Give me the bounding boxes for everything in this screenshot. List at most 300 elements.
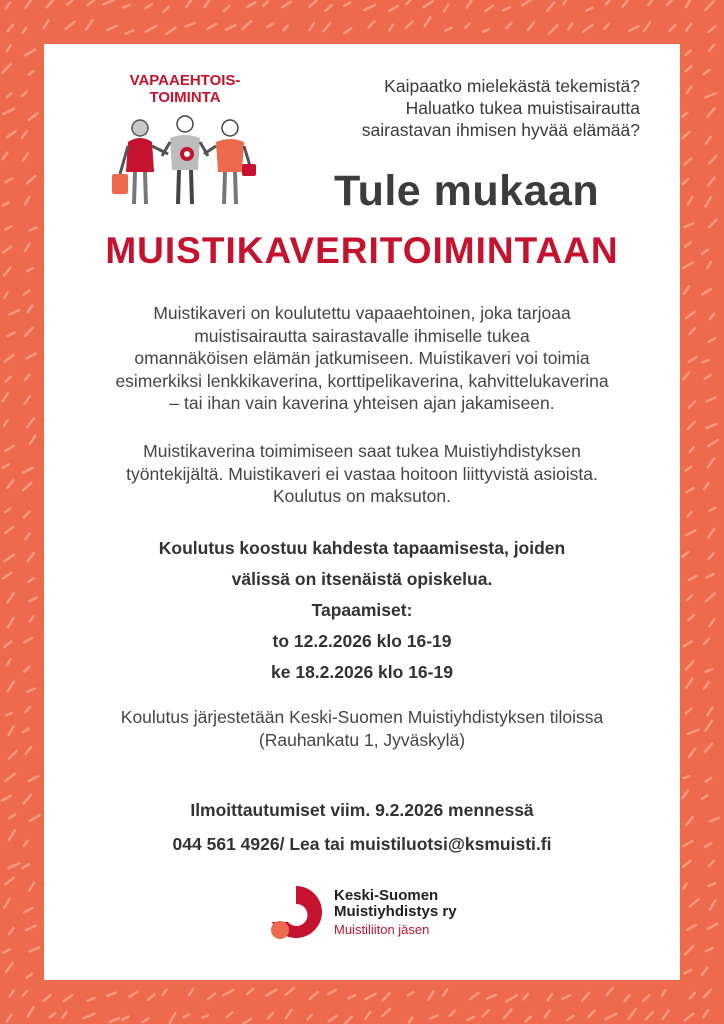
pattern-stroke [9, 751, 17, 759]
pattern-stroke [27, 974, 32, 978]
pattern-stroke [22, 92, 26, 96]
pattern-stroke [406, 22, 413, 28]
pattern-stroke [67, 0, 73, 5]
pattern-stroke [25, 327, 33, 336]
pattern-stroke [706, 2, 714, 10]
pattern-stroke [25, 197, 29, 205]
pattern-stroke [107, 26, 116, 30]
pattern-stroke [23, 483, 31, 491]
pattern-stroke [503, 7, 510, 10]
pattern-stroke [389, 25, 393, 31]
pattern-stroke [684, 641, 692, 646]
pattern-stroke [428, 991, 433, 999]
pattern-stroke [208, 993, 215, 999]
pattern-stroke [709, 26, 716, 32]
pattern-stroke [8, 682, 14, 692]
pattern-stroke [549, 25, 557, 33]
pattern-stroke [122, 1017, 128, 1020]
pattern-stroke [606, 1014, 617, 1019]
pattern-stroke [86, 20, 93, 29]
pattern-stroke [23, 864, 29, 868]
pattern-stroke [406, 0, 412, 4]
pattern-stroke [705, 375, 711, 379]
pattern-stroke [483, 1010, 489, 1016]
pattern-stroke [7, 45, 11, 51]
pattern-stroke [686, 817, 692, 824]
pattern-stroke [467, 0, 474, 8]
pattern-stroke [409, 1017, 412, 1022]
pattern-stroke [364, 5, 375, 10]
pattern-stroke [163, 7, 168, 12]
pattern-stroke [687, 925, 696, 930]
pattern-stroke [690, 328, 695, 334]
pattern-stroke [286, 988, 294, 995]
pattern-stroke [30, 815, 40, 821]
pattern-stroke [686, 661, 694, 670]
pattern-stroke [23, 154, 28, 161]
pattern-stroke [709, 220, 717, 228]
pattern-stroke [5, 446, 14, 451]
pattern-stroke [707, 707, 712, 715]
pattern-stroke [568, 23, 572, 29]
pattern-stroke [5, 509, 10, 513]
pattern-stroke [389, 6, 398, 11]
pattern-stroke [3, 465, 9, 468]
pattern-stroke [87, 0, 94, 5]
pattern-stroke [430, 1015, 438, 1018]
intro-question: Haluatko tukea muistisairautta [405, 98, 640, 118]
pattern-stroke [22, 131, 27, 138]
pattern-stroke [545, 1010, 550, 1017]
pattern-stroke [704, 70, 710, 74]
pattern-stroke [646, 1012, 653, 1019]
pattern-stroke [687, 86, 691, 93]
pattern-stroke [308, 1015, 312, 1020]
pattern-stroke [6, 2, 10, 8]
pattern-stroke [29, 883, 34, 890]
volunteers-illustration [110, 114, 260, 206]
pattern-stroke [687, 595, 692, 600]
pattern-stroke [123, 5, 130, 8]
pattern-stroke [7, 132, 16, 138]
pattern-stroke [84, 1014, 95, 1019]
pattern-stroke [709, 338, 715, 342]
main-title: MUISTIKAVERITOIMINTAAN [105, 230, 619, 271]
volunteer-badge-title: VAPAAEHTOIS- TOIMINTA [129, 72, 241, 106]
pattern-stroke [143, 1018, 149, 1022]
pattern-stroke [528, 22, 534, 30]
training-info: Koulutus koostuu kahdesta tapaamisesta, joiden välissä on itsenäistä opiskelua. Tapaamiset: to 12.2.2026 klo 16-19 ke 18.2.2026 klo 16-19 [158, 538, 566, 682]
pattern-stroke [242, 21, 251, 29]
pattern-stroke [328, 990, 335, 994]
pattern-stroke [424, 2, 433, 8]
pattern-stroke [24, 841, 27, 846]
pattern-stroke [685, 946, 693, 954]
pattern-stroke [504, 1009, 511, 1018]
pattern-stroke [4, 420, 8, 426]
pattern-stroke [686, 0, 691, 7]
pattern-stroke [126, 30, 134, 34]
pattern-stroke [326, 5, 332, 11]
pattern-stroke [686, 66, 692, 71]
intro-questions [310, 75, 640, 141]
pattern-stroke [702, 250, 708, 254]
pattern-stroke [683, 262, 693, 268]
pattern-stroke [3, 247, 11, 253]
pattern-stroke [648, 0, 652, 5]
pattern-stroke [583, 25, 592, 32]
pattern-stroke [64, 995, 73, 1001]
pattern-stroke [30, 616, 33, 621]
pattern-stroke [26, 747, 31, 754]
pattern-stroke [6, 774, 15, 781]
pattern-stroke [25, 244, 30, 251]
pattern-stroke [446, 28, 452, 31]
pattern-stroke [686, 467, 692, 471]
pattern-stroke [444, 5, 448, 12]
pattern-stroke [170, 1013, 176, 1023]
pattern-stroke [9, 727, 14, 735]
pattern-stroke [525, 1017, 530, 1022]
pattern-stroke [3, 153, 8, 159]
pattern-stroke [684, 776, 690, 778]
pattern-stroke [23, 991, 27, 996]
pattern-stroke [244, 1019, 251, 1024]
pattern-stroke [709, 45, 714, 51]
pattern-stroke [706, 197, 711, 206]
pattern-stroke [3, 109, 14, 114]
pattern-stroke [25, 707, 29, 712]
pattern-stroke [506, 23, 511, 28]
pattern-stroke [408, 992, 413, 995]
pattern-stroke [5, 527, 13, 533]
pattern-stroke [709, 883, 715, 886]
pattern-stroke [5, 355, 14, 362]
organization-subtitle: Muistiliiton jäsen [334, 922, 430, 937]
pattern-stroke [310, 1, 317, 7]
pattern-stroke [23, 28, 27, 33]
pattern-stroke [29, 776, 38, 781]
pattern-stroke [6, 713, 12, 715]
pattern-stroke [684, 286, 689, 293]
pattern-stroke [685, 1014, 694, 1021]
pattern-stroke [344, 2, 350, 5]
pattern-stroke [28, 306, 33, 312]
pattern-stroke [449, 1011, 455, 1016]
registration-info: Ilmoittautumiset viim. 9.2.2026 mennessä 044 561 4926/ Lea tai muistiluotsi@ksmuisti.fi [64, 793, 660, 861]
pattern-stroke [26, 926, 35, 930]
pattern-stroke [686, 312, 695, 318]
pattern-stroke [7, 1015, 12, 1022]
pattern-stroke [586, 8, 592, 11]
pattern-stroke [486, 6, 493, 11]
pattern-stroke [5, 878, 14, 885]
pattern-stroke [29, 948, 39, 952]
pattern-stroke [702, 967, 707, 974]
pattern-stroke [706, 137, 710, 144]
pattern-stroke [467, 1017, 474, 1020]
pattern-stroke [708, 458, 714, 467]
pattern-stroke [524, 994, 528, 999]
pattern-stroke [189, 989, 193, 995]
pattern-stroke [26, 353, 35, 358]
pattern-stroke [689, 357, 697, 362]
pattern-stroke [4, 899, 9, 908]
pattern-stroke [683, 179, 688, 184]
pattern-stroke [383, 993, 390, 1000]
pattern-stroke [663, 1011, 669, 1019]
pattern-stroke [227, 1012, 233, 1017]
pattern-stroke [683, 790, 688, 797]
pattern-stroke [223, 990, 233, 996]
pattern-stroke [682, 113, 687, 117]
pattern-stroke [606, 0, 612, 4]
intro-question: Kaipaatko mielekästä tekemistä? [384, 76, 640, 96]
pattern-stroke [329, 1016, 337, 1022]
pattern-stroke [10, 310, 19, 314]
pattern-stroke [629, 26, 638, 31]
pattern-stroke [30, 436, 35, 444]
pattern-stroke [3, 949, 10, 953]
pattern-stroke [707, 424, 716, 428]
pattern-stroke [4, 641, 11, 647]
pattern-stroke [7, 333, 14, 337]
pattern-stroke [365, 1012, 370, 1019]
pattern-stroke [207, 24, 216, 29]
pattern-stroke [6, 963, 13, 972]
pattern-stroke [522, 0, 531, 5]
pattern-stroke [25, 375, 29, 380]
pattern-stroke [686, 709, 692, 714]
pattern-stroke [130, 992, 138, 997]
pattern-stroke [27, 268, 33, 271]
pattern-stroke [148, 994, 155, 1000]
pattern-stroke [2, 796, 11, 801]
pattern-stroke [707, 574, 714, 577]
pattern-stroke [24, 795, 31, 804]
pattern-stroke [704, 483, 708, 489]
pattern-stroke [689, 748, 695, 757]
pattern-stroke [710, 314, 714, 319]
pattern-stroke [5, 226, 11, 229]
pattern-stroke [702, 360, 708, 362]
pattern-stroke [8, 593, 14, 602]
pattern-stroke [28, 578, 34, 582]
pattern-stroke [224, 6, 230, 11]
pattern-stroke [686, 24, 691, 31]
pattern-stroke [226, 25, 235, 29]
pattern-stroke [25, 534, 29, 540]
pattern-stroke [702, 795, 707, 798]
pattern-stroke [682, 132, 689, 138]
pattern-stroke [710, 508, 716, 511]
pattern-stroke [62, 1012, 66, 1018]
pattern-stroke [604, 24, 609, 29]
pattern-stroke [369, 21, 375, 27]
pattern-stroke [24, 512, 30, 518]
pattern-stroke [684, 223, 693, 227]
pattern-stroke [708, 924, 717, 929]
pattern-stroke [684, 970, 691, 973]
pattern-stroke [25, 50, 35, 56]
location-paragraph: Koulutus järjestetään Keski-Suomen Muistiyhdistyksen tiloissa (Rauhankatu 1, Jyväskylä) [120, 707, 604, 750]
pattern-stroke [27, 689, 34, 692]
pattern-stroke [2, 64, 10, 73]
pattern-stroke [686, 530, 695, 535]
pattern-stroke [607, 988, 613, 995]
volunteer-logo [110, 72, 260, 212]
pattern-stroke [690, 993, 695, 998]
pattern-stroke [670, 25, 676, 31]
description-paragraph: Muistikaveri on koulutettu vapaaehtoinen, joka tarjoaa muistisairautta sairastavalle ihmiselle tukea omannäköisen elämän jatkumiseen. Muistikaveri voi toimia esimerkiksi lenkkikaverina, korttipelikaverina, kahvittelukaverina – tai ihan vain kaverina yhteisen ajan jakamiseen. [115, 303, 609, 413]
pattern-stroke [483, 29, 489, 32]
pattern-stroke [704, 990, 711, 997]
pattern-stroke [27, 176, 35, 183]
pattern-stroke [310, 992, 318, 999]
pattern-stroke [563, 0, 566, 4]
pattern-stroke [267, 23, 273, 27]
pattern-stroke [24, 667, 29, 672]
pattern-stroke [23, 728, 29, 732]
pattern-stroke [687, 512, 691, 517]
pattern-stroke [3, 202, 9, 205]
pattern-stroke [707, 108, 715, 117]
pattern-stroke [683, 861, 690, 867]
pattern-stroke [710, 619, 714, 626]
pattern-stroke [166, 28, 175, 34]
pattern-stroke [643, 995, 649, 1001]
pattern-stroke [10, 991, 14, 997]
pattern-stroke [710, 818, 719, 822]
pattern-stroke [470, 993, 479, 999]
pattern-stroke [709, 156, 716, 163]
pattern-stroke [710, 900, 716, 910]
pattern-stroke [28, 1007, 34, 1017]
pattern-stroke [706, 948, 713, 951]
pattern-stroke [50, 1013, 56, 1017]
pattern-stroke [690, 447, 694, 452]
pattern-stroke [443, 990, 447, 996]
pattern-stroke [344, 28, 351, 33]
pattern-stroke [683, 884, 687, 889]
pattern-stroke [366, 994, 376, 1000]
headline: Tule mukaan [334, 167, 600, 215]
pattern-stroke [30, 228, 37, 231]
pattern-stroke [9, 814, 15, 818]
pattern-stroke [705, 744, 712, 753]
pattern-stroke [567, 1016, 573, 1020]
pattern-stroke [345, 1016, 352, 1023]
pattern-stroke [487, 995, 496, 999]
pattern-stroke [9, 928, 13, 934]
pattern-stroke [310, 23, 314, 30]
pattern-stroke [709, 553, 714, 558]
pattern-stroke [110, 1018, 119, 1022]
pattern-stroke [27, 419, 34, 427]
pattern-stroke [686, 678, 692, 687]
pattern-stroke [8, 863, 19, 868]
pattern-stroke [705, 93, 715, 97]
pattern-stroke [4, 555, 14, 562]
pattern-stroke [382, 1009, 390, 1016]
pattern-stroke [563, 995, 571, 999]
pattern-stroke [686, 488, 693, 492]
pattern-stroke [662, 990, 665, 995]
pattern-stroke [47, 0, 54, 7]
pattern-stroke [7, 93, 12, 97]
pattern-stroke [284, 26, 288, 31]
pattern-stroke [582, 993, 589, 1001]
pattern-stroke [7, 659, 11, 665]
pattern-stroke [247, 2, 256, 7]
pattern-stroke [465, 23, 469, 27]
pattern-stroke [163, 990, 167, 995]
pattern-stroke [6, 178, 13, 182]
pattern-stroke [24, 291, 29, 295]
pattern-stroke [704, 639, 709, 644]
poster-card [44, 44, 680, 980]
pattern-stroke [29, 113, 38, 120]
pattern-stroke [43, 20, 48, 28]
pattern-stroke [9, 830, 15, 840]
pattern-stroke [183, 1014, 189, 1017]
pattern-stroke [3, 573, 11, 579]
pattern-stroke [348, 995, 355, 998]
pattern-stroke [25, 396, 30, 404]
pattern-stroke [683, 373, 689, 380]
pattern-stroke [684, 158, 691, 164]
pattern-stroke [26, 0, 32, 8]
pattern-stroke [705, 721, 711, 731]
pattern-stroke [644, 22, 650, 30]
pattern-stroke [146, 26, 156, 31]
pattern-stroke [688, 730, 698, 734]
pattern-stroke [282, 2, 290, 7]
pattern-stroke [3, 393, 8, 401]
pattern-stroke [4, 293, 7, 298]
pattern-stroke [506, 995, 516, 1001]
pattern-stroke [588, 1011, 594, 1017]
pattern-stroke [704, 682, 709, 688]
contact-line: 044 561 4926/ Lea tai muistiluotsi@ksmuisti.fi [172, 834, 552, 854]
pattern-stroke [548, 994, 552, 1000]
pattern-stroke [682, 552, 688, 557]
pattern-stroke [7, 480, 13, 488]
pattern-stroke [29, 597, 37, 601]
pattern-stroke [705, 843, 712, 847]
pattern-stroke [688, 197, 693, 205]
pattern-stroke [625, 995, 630, 1001]
pattern-stroke [708, 529, 714, 538]
pattern-stroke [145, 4, 151, 8]
pattern-stroke [547, 2, 554, 11]
pattern-stroke [88, 998, 95, 1001]
pattern-stroke [263, 1, 268, 5]
pattern-stroke [24, 638, 32, 642]
pattern-stroke [689, 576, 697, 580]
pattern-stroke [27, 553, 33, 561]
pattern-stroke [425, 17, 431, 26]
pattern-stroke [628, 1009, 635, 1019]
pattern-stroke [686, 51, 691, 55]
pattern-stroke [268, 1013, 273, 1019]
pattern-stroke [709, 861, 714, 866]
pattern-stroke [323, 23, 330, 31]
pattern-stroke [708, 177, 714, 185]
pattern-stroke [107, 993, 115, 996]
pattern-stroke [707, 397, 715, 401]
pattern-stroke [667, 0, 672, 5]
